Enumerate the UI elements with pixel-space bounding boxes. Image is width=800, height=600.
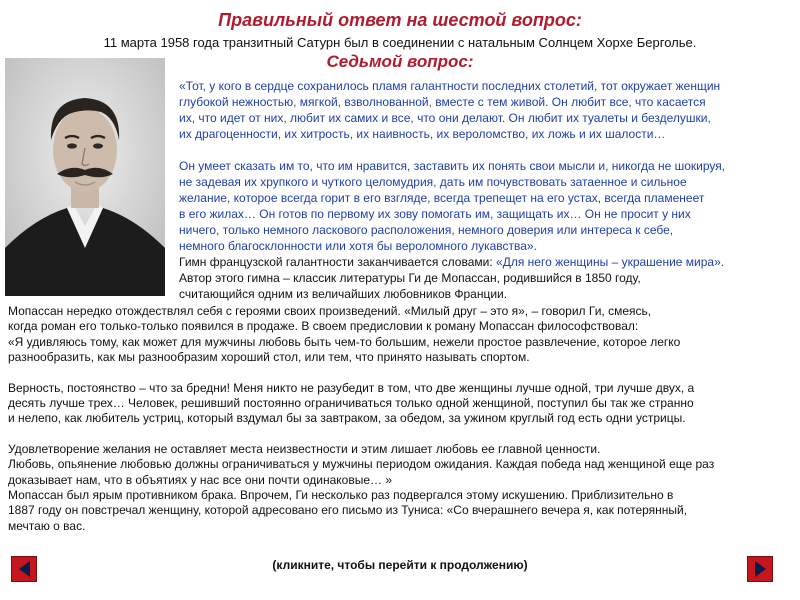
spacer <box>8 427 794 442</box>
quote-line: ничего, только немного ласкового расположения, немного доверия или интереса к себе, <box>179 223 674 237</box>
body-line: и нелепо, как любитель устриц, который вздумал бы за завтраком, за обедом, за ужином круглый год есть одни устрицы. <box>8 411 686 426</box>
body-line: 1887 году он повстречал женщину, которой адресовано его письмо из Туниса: «Со вчерашнего вечера я, как потерянный, <box>8 503 688 518</box>
triangle-right-icon <box>755 561 766 577</box>
gallantry-intro: Гимн французской галантности заканчивается словами: <box>179 255 497 269</box>
continue-link[interactable]: (кликните, чтобы перейти к продолжению) <box>272 558 528 572</box>
body-line: Верность, постоянство – что за бредни! Меня никто не разубедит в том, что две женщины лучше одной, три лучше двух, а <box>8 380 695 395</box>
body-line: доказывает нам, что в объятиях у нас все они почти одинаковые… » <box>8 472 393 487</box>
quote-line: в его жилах… Он готов по первому их зову помогать им, защищать их… Он не просит у них <box>179 207 691 221</box>
gallantry-line: Автор этого гимна – классик литературы Ги де Мопассан, родившийся в 1850 году, <box>179 271 641 285</box>
body-line: «Я удивляюсь тому, как может для мужчины любовь быть чем-то большим, нежели простое развлечение, которое легко <box>8 334 681 349</box>
quote-line: не задевая их хрупкого и чуткого целомудрия, дать им почувствовать затаенное и сильное <box>179 175 687 189</box>
gallantry-line <box>179 254 794 270</box>
body-text <box>8 304 794 534</box>
portrait-photo <box>5 58 165 296</box>
gallantry-block <box>179 254 794 302</box>
quote-line: их, что идет от них, любит их самих и все, что они делают. Он любит их туалеты и безделушки, <box>179 111 711 125</box>
quote-line: желание, которое всегда горит в его взгляде, всегда трепещет на его устах, всегда пламенеет <box>179 191 705 205</box>
maupassant-quote <box>179 78 794 254</box>
body-line: Мопассан был ярым противником брака. Впрочем, Ги несколько раз подвергался этому искушению. Приблизительно в <box>8 488 674 503</box>
body-line: когда роман его только-только появился в продаже. В своем предисловии к роману Мопассан философствовал: <box>8 319 639 334</box>
quote-line: их драгоценности, их хитрость, их наивность, их вероломство, их ложь и их шалости… <box>179 127 666 141</box>
spacer <box>8 366 794 381</box>
body-line: десять лучше трех… Человек, решивший постоянно ограничиваться только одной женщиной, поступил бы так же странно <box>8 396 694 411</box>
quote-line: «Тот, у кого в сердце сохранилось пламя галантности последних столетий, тот окружает женщин <box>179 79 721 93</box>
body-line: Любовь, опьянение любовью должны ограничиваться у мужчины периодом ожидания. Каждая победа над женщиной еще раз <box>8 457 715 472</box>
body-line: Удовлетворение желания не оставляет места неизвестности и этим лишает любовь ее главной ценности. <box>8 441 601 456</box>
answer-text: 11 марта 1958 года транзитный Сатурн был в соединении с натальным Солнцем Хорхе Берголье. <box>103 35 697 50</box>
answer-title: Правильный ответ на шестой вопрос: <box>218 10 582 30</box>
gallantry-quote: «Для него женщины – украшение мира». <box>496 255 725 269</box>
quote-line: Он умеет сказать им то, что им нравится, заставить их понять свои мысли и, никогда не шокируя, <box>179 159 726 173</box>
gallantry-line: считающийся одним из величайших любовников Франции. <box>179 287 508 301</box>
body-line: разнообразить, как мы разнообразим хороший стол, или тем, что принято называть спортом. <box>8 350 530 365</box>
portrait-illustration <box>5 58 165 296</box>
spacer <box>179 142 794 158</box>
next-slide-button[interactable] <box>747 556 773 582</box>
body-line: Мопассан нередко отождествлял себя с героями своих произведений. «Милый друг – это я», – говорил Ги, смеясь, <box>8 304 652 318</box>
quote-line: немного благосклонности или хотя бы вероломного лукавства». <box>179 239 537 253</box>
body-line: мечтаю о вас. <box>8 518 86 533</box>
quote-line: глубокой нежностью, мягкой, взволнованной, вместе с тем живой. Он любит все, что касается <box>179 95 706 109</box>
question-title: Седьмой вопрос: <box>326 52 474 71</box>
